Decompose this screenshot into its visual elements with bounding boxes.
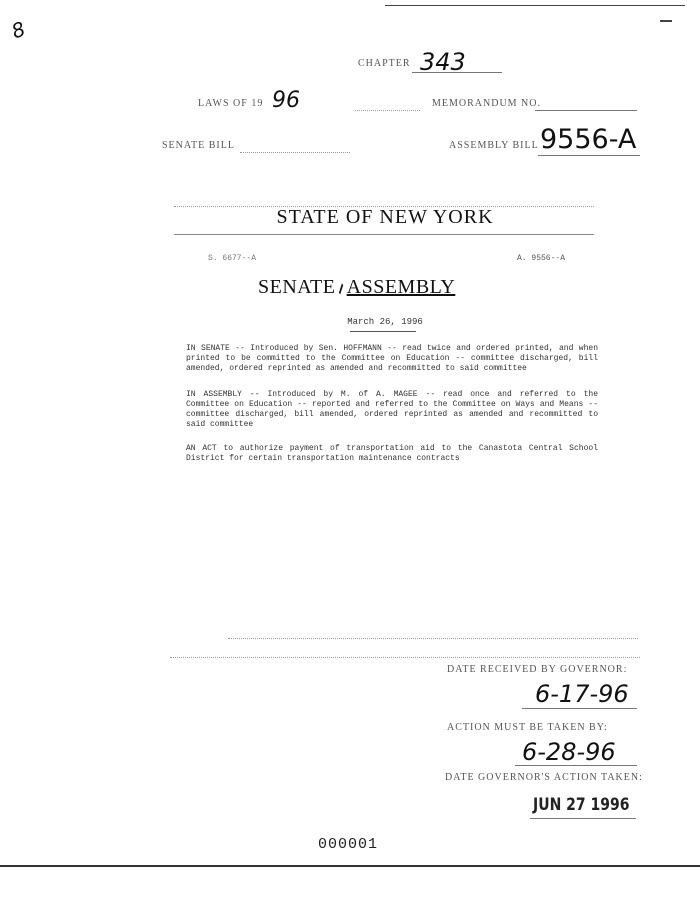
date-underline xyxy=(350,331,416,332)
taken-underline xyxy=(530,818,636,819)
state-title: STATE OF NEW YORK xyxy=(276,206,494,228)
received-value: 6-17-96 xyxy=(535,680,629,708)
memorandum-label: MEMORANDUM NO. xyxy=(432,98,542,109)
chapter-underline xyxy=(412,72,502,73)
senate-number: S. 6677--A xyxy=(208,254,257,263)
chapter-value: 343 xyxy=(420,48,466,76)
taken-stamp: JUN 27 1996 xyxy=(533,795,630,815)
corner-mark: 8 xyxy=(8,16,29,44)
house-title-assembly: ASSEMBLY xyxy=(346,276,456,298)
faded-rule-2 xyxy=(170,657,640,658)
house-title xyxy=(258,266,456,308)
faded-rule-1 xyxy=(228,638,638,639)
assembly-bill-value: 9556-A xyxy=(540,124,637,155)
assembly-bill-underline xyxy=(538,155,640,156)
senate-bill-label: SENATE BILL xyxy=(162,140,235,151)
laws-of-line xyxy=(355,110,420,111)
action-label: ACTION MUST BE TAKEN BY: xyxy=(447,722,608,733)
senate-bill-line xyxy=(240,152,350,153)
house-title-senate: SENATE xyxy=(258,276,336,298)
taken-label: DATE GOVERNOR'S ACTION TAKEN: xyxy=(445,772,643,783)
chapter-label: CHAPTER xyxy=(358,58,411,69)
action-value: 6-28-96 xyxy=(522,738,616,766)
state-title-bottom-rule xyxy=(174,234,594,235)
page-number: 000001 xyxy=(318,836,379,853)
action-underline xyxy=(515,765,637,766)
bill-date: March 26, 1996 xyxy=(347,317,423,327)
house-title-separator: - xyxy=(329,266,352,308)
received-label: DATE RECEIVED BY GOVERNOR: xyxy=(447,664,628,675)
memorandum-underline xyxy=(535,110,637,111)
laws-of-value: 96 xyxy=(272,88,300,113)
assembly-number: A. 9556--A xyxy=(517,254,566,263)
laws-of-label: LAWS OF 19 xyxy=(198,98,264,109)
assembly-bill-label: ASSEMBLY BILL xyxy=(449,140,539,151)
act-paragraph: AN ACT to authorize payment of transportation aid to the Canastota Central School District for certain transportation maintenance contracts xyxy=(186,444,598,463)
top-right-dash xyxy=(660,20,672,22)
assembly-introduction-paragraph: IN ASSEMBLY -- Introduced by M. of A. MAGEE -- read once and referred to the Committee on Education -- reported and referred to the Committee on Ways and Means -- committee discharged, bill amended, ordered reprinted as amended and recommitted to said committee xyxy=(186,390,598,429)
senate-introduction-paragraph: IN SENATE -- Introduced by Sen. HOFFMANN -- read twice and ordered printed, and when printed to be committed to the Committee on Education -- committee discharged, bill amended, ordered reprinted as amended and recommitted to said committee xyxy=(186,344,598,373)
top-rule xyxy=(385,5,685,6)
bottom-rule xyxy=(0,865,700,867)
received-underline xyxy=(522,708,637,709)
